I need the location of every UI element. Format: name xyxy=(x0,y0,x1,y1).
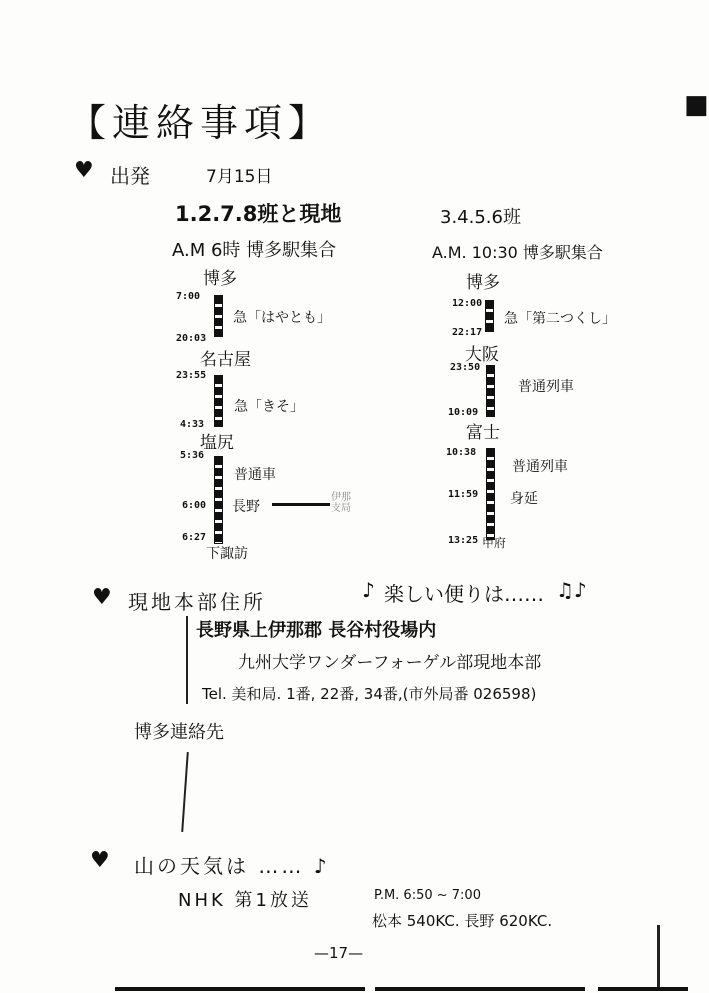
station-a-0: 博多 xyxy=(203,269,237,289)
hq-address1: 長野県上伊那郡 長谷村役場内 xyxy=(196,620,437,641)
letters-text: 楽しい便りは…… xyxy=(384,582,544,606)
departure-date: 7月15日 xyxy=(206,167,273,187)
time-b-2: 23:50 xyxy=(450,362,481,373)
time-a-4: 5:36 xyxy=(180,450,205,461)
time-a-5: 6:00 xyxy=(182,500,207,511)
music-note-icon: ♪ xyxy=(362,578,375,602)
page-number: —17— xyxy=(314,944,364,962)
rail-a-2 xyxy=(214,375,223,427)
time-a-1: 20:03 xyxy=(176,333,207,344)
bottom-rule xyxy=(115,987,365,991)
bottom-rule xyxy=(375,987,585,991)
departure-label: 出発 xyxy=(110,164,150,188)
rail-a-1 xyxy=(214,295,223,337)
rail-b-1 xyxy=(485,300,494,332)
time-a-0: 7:00 xyxy=(176,291,201,302)
train-a-2: 普通車 xyxy=(234,467,276,483)
station-b-1: 大阪 xyxy=(465,345,499,365)
heart-icon: ♥ xyxy=(74,158,94,183)
station-a-1: 名古屋 xyxy=(200,350,251,370)
groupB-assembly: A.M. 10:30 博多駅集合 xyxy=(432,243,603,262)
stamp-mark: 伊那 支局 xyxy=(331,492,351,514)
music-notes-icon: ♫♪ xyxy=(556,578,587,602)
station-b-3: 身延 xyxy=(510,491,538,507)
page-title: 【連絡事項】 xyxy=(68,101,333,145)
time-b-0: 12:00 xyxy=(452,298,483,309)
time-b-5: 11:59 xyxy=(448,489,479,500)
rail-b-2 xyxy=(486,365,495,417)
hq-label: 現地本部住所 xyxy=(128,590,266,614)
heart-icon: ♥ xyxy=(90,848,110,873)
train-a-1: 急「きそ」 xyxy=(234,399,304,415)
train-b-1: 普通列車 xyxy=(518,379,574,395)
train-b-0: 急「第二つくし」 xyxy=(504,311,616,327)
time-a-3: 4:33 xyxy=(180,419,205,430)
station-a-2: 塩尻 xyxy=(200,433,234,453)
weather-time: P.M. 6:50 ~ 7:00 xyxy=(374,888,481,903)
weather-label: 山の天気は …… ♪ xyxy=(134,854,330,878)
time-b-1: 22:17 xyxy=(452,327,483,338)
time-b-4: 10:38 xyxy=(446,447,477,458)
hakata-line xyxy=(181,752,189,832)
bottom-rule xyxy=(598,987,688,991)
edge-mark: ■ xyxy=(684,90,709,120)
train-a-0: 急「はやとも」 xyxy=(233,310,331,326)
groupB-teams: 3.4.5.6班 xyxy=(440,207,521,228)
weather-station: NHK 第1放送 xyxy=(178,890,312,911)
weather-freq: 松本 540KC. 長野 620KC. xyxy=(372,912,553,930)
hq-bracket xyxy=(186,616,188,704)
right-edge-line xyxy=(657,925,660,987)
groupA-assembly: A.M 6時 博多駅集合 xyxy=(172,240,337,261)
station-b-2: 富士 xyxy=(466,423,500,443)
branch-line xyxy=(272,503,330,506)
groupA-teams: 1.2.7.8班と現地 xyxy=(175,202,342,226)
heart-icon: ♥ xyxy=(92,585,112,610)
time-b-6: 13:25 xyxy=(448,535,479,546)
rail-b-3 xyxy=(486,448,495,540)
station-a-4: 下諏訪 xyxy=(206,546,248,562)
station-b-4: 甲府 xyxy=(482,536,507,550)
station-a-3: 長野 xyxy=(232,499,260,515)
time-a-6: 6:27 xyxy=(182,532,207,543)
time-b-3: 10:09 xyxy=(448,407,479,418)
rail-a-3 xyxy=(214,456,223,544)
hq-address2: 九州大学ワンダーフォーゲル部現地本部 xyxy=(238,653,542,673)
hq-tel: Tel. 美和局. 1番, 22番, 34番,(市外局番 026598) xyxy=(202,685,537,703)
hakata-label: 博多連絡先 xyxy=(134,722,224,743)
train-b-2: 普通列車 xyxy=(512,459,568,475)
station-b-0: 博多 xyxy=(466,273,500,293)
time-a-2: 23:55 xyxy=(176,370,207,381)
